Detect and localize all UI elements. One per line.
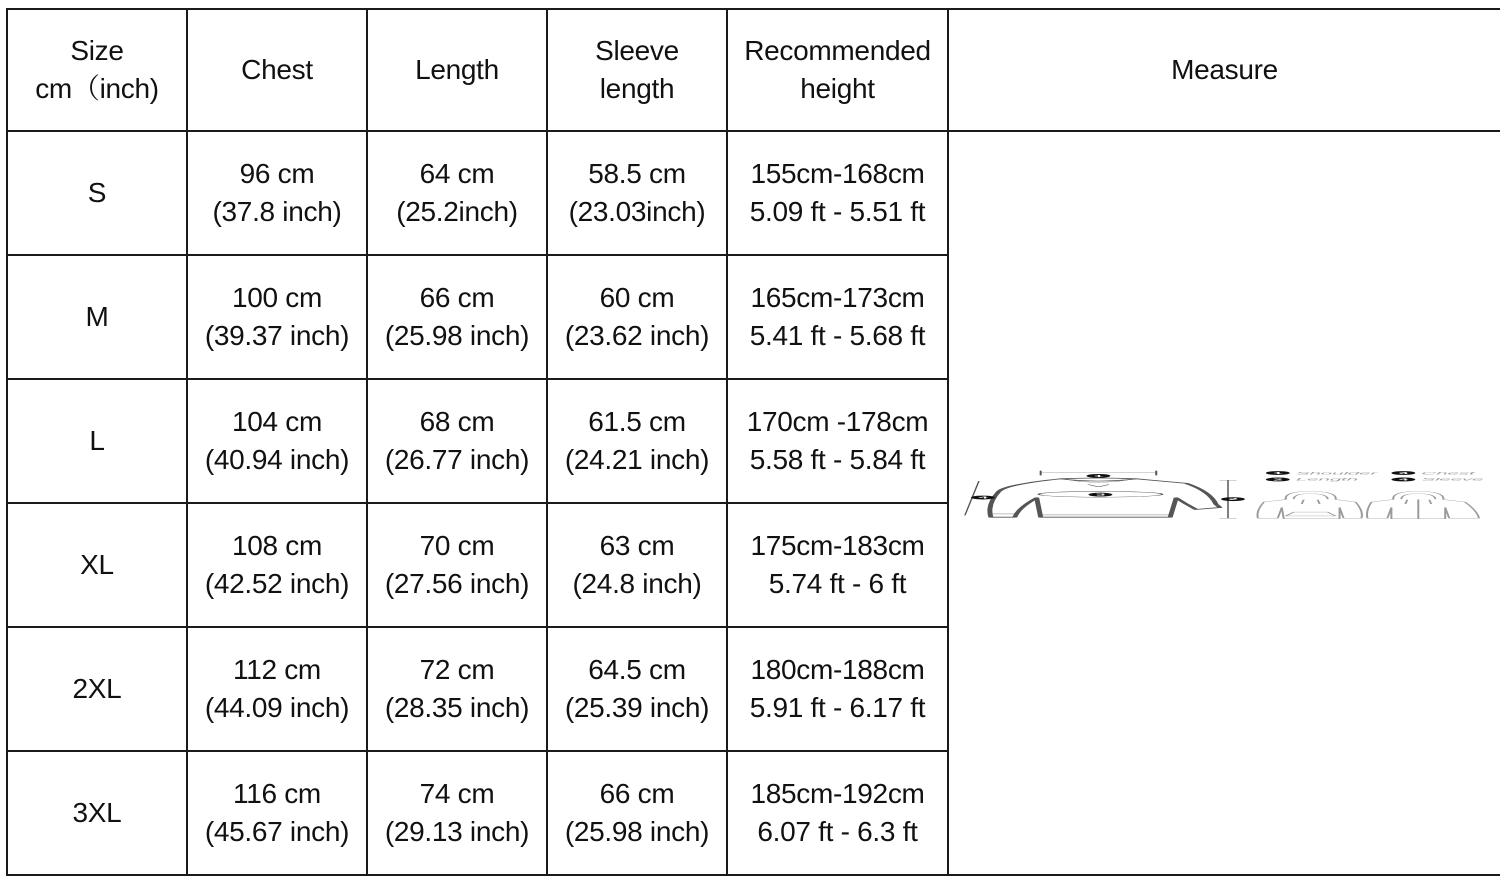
length-cell: 70 cm (27.56 inch) [367, 503, 547, 627]
height-cell: 185cm-192cm 6.07 ft - 6.3 ft [727, 751, 948, 875]
header-measure: Measure [948, 9, 1500, 131]
size-chart [6, 8, 1500, 876]
size-cell: M [7, 255, 187, 379]
sleeve-cell: 66 cm (25.98 inch) [547, 751, 727, 875]
length-cell: 68 cm (26.77 inch) [367, 379, 547, 503]
size-cell: 2XL [7, 627, 187, 751]
sleeve-cell: 61.5 cm (24.21 inch) [547, 379, 727, 503]
height-cell: 175cm-183cm 5.74 ft - 6 ft [727, 503, 948, 627]
svg-text:Sleeve: Sleeve [1421, 477, 1484, 482]
size-cell: 3XL [7, 751, 187, 875]
size-table [6, 8, 1500, 876]
zip-hoodie-icon [1367, 491, 1479, 518]
marker-length-icon [1221, 497, 1245, 501]
svg-text:Chest: Chest [1421, 471, 1475, 476]
chest-cell: 108 cm (42.52 inch) [187, 503, 367, 627]
size-cell: XL [7, 503, 187, 627]
height-cell: 180cm-188cm 5.91 ft - 6.17 ft [727, 627, 948, 751]
pullover-hoodie-icon [1257, 491, 1361, 518]
header-length: Length [367, 9, 547, 131]
legend-item-sleeve [1391, 478, 1483, 482]
size-cell: S [7, 131, 187, 255]
svg-text:2: 2 [1228, 497, 1238, 501]
svg-text:3: 3 [1095, 493, 1106, 497]
height-cell: 170cm -178cm 5.58 ft - 5.84 ft [727, 379, 948, 503]
header-size: Size cm（inch) [7, 9, 187, 131]
marker-shoulder-icon [1087, 474, 1111, 478]
chest-cell: 96 cm (37.8 inch) [187, 131, 367, 255]
length-cell: 66 cm (25.98 inch) [367, 255, 547, 379]
legend-item-length [1266, 478, 1358, 482]
length-cell: 72 cm (28.35 inch) [367, 627, 547, 751]
sleeve-cell: 58.5 cm (23.03inch) [547, 131, 727, 255]
svg-text:1: 1 [1273, 471, 1283, 475]
svg-text:1: 1 [1093, 474, 1104, 478]
height-cell: 165cm-173cm 5.41 ft - 5.68 ft [727, 255, 948, 379]
svg-text:3: 3 [1398, 471, 1408, 475]
sleeve-cell: 63 cm (24.8 inch) [547, 503, 727, 627]
marker-sleeve-icon [971, 496, 995, 500]
length-cell: 74 cm (29.13 inch) [367, 751, 547, 875]
legend [1266, 471, 1484, 482]
chest-cell: 104 cm (40.94 inch) [187, 379, 367, 503]
legend-item-shoulder [1266, 471, 1379, 475]
svg-text:Length: Length [1295, 477, 1358, 482]
header-row [7, 9, 1500, 131]
measure-diagram-cell [948, 131, 1500, 875]
chest-cell: 116 cm (45.67 inch) [187, 751, 367, 875]
sleeve-cell: 60 cm (23.62 inch) [547, 255, 727, 379]
header-sleeve-length: Sleeve length [547, 9, 727, 131]
header-chest: Chest [187, 9, 367, 131]
table-row [7, 131, 1500, 255]
height-cell: 155cm-168cm 5.09 ft - 5.51 ft [727, 131, 948, 255]
svg-text:Shoulder: Shoulder [1295, 471, 1378, 476]
legend-item-chest [1391, 471, 1475, 475]
chest-cell: 112 cm (44.09 inch) [187, 627, 367, 751]
measure-diagram [949, 443, 1500, 563]
marker-chest-icon [1088, 493, 1112, 497]
header-recommended-height: Recommended height [727, 9, 948, 131]
length-cell: 64 cm (25.2inch) [367, 131, 547, 255]
svg-text:4: 4 [1398, 477, 1408, 482]
svg-text:4: 4 [978, 495, 988, 500]
size-cell: L [7, 379, 187, 503]
chest-cell: 100 cm (39.37 inch) [187, 255, 367, 379]
svg-text:2: 2 [1273, 477, 1283, 482]
sleeve-cell: 64.5 cm (25.39 inch) [547, 627, 727, 751]
